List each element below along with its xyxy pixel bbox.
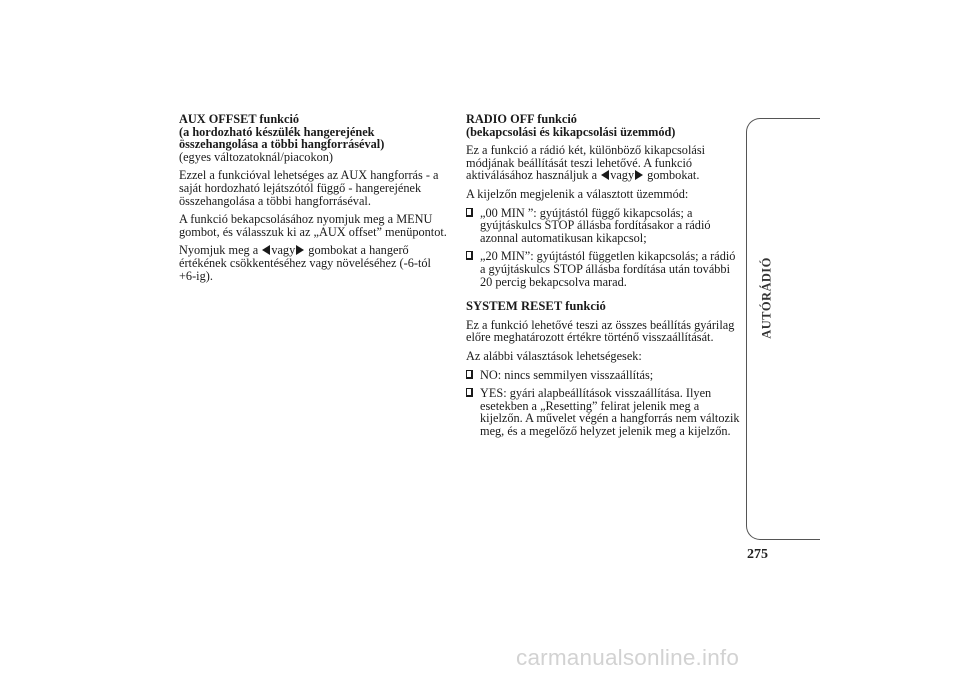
- left-column: [179, 113, 447, 288]
- aux-offset-heading: [179, 113, 447, 163]
- bullet-box-icon: [466, 370, 473, 379]
- radio-off-p1-end: gombokat.: [644, 168, 700, 183]
- list-item-text: „20 MIN”: gyújtástól független kikapcsolás; a rádió a gyújtáskulcs STOP állásba fordítása után további 20 percig bekapcsolva marad.: [480, 249, 736, 289]
- bullet-box-icon: [466, 388, 473, 397]
- bullet-box-icon: [466, 208, 473, 217]
- aux-offset-title: AUX OFFSET funkció: [179, 112, 300, 126]
- right-arrow-icon: [296, 245, 304, 255]
- list-item: [466, 387, 740, 437]
- aux-offset-paragraph-1: Ezzel a funkcióval lehetséges az AUX hangforrás - a saját hordozható lejátszótól függő - hangerejének összehangolása a többi hangforráséval.: [179, 168, 439, 208]
- bullet-box-icon: [466, 251, 473, 260]
- radio-off-p1-or: vagy: [610, 168, 635, 183]
- aux-offset-p3-end: gombokat a hangerő értékének csökkentéséhez vagy növeléséhez (-6-tól +6-ig).: [179, 243, 431, 283]
- radio-off-paragraph-2: A kijelzőn megjelenik a választott üzemmód:: [466, 186, 689, 201]
- aux-offset-paragraph-2: A funkció bekapcsolásához nyomjuk meg a MENU gombot, és válasszuk ki az „AUX offset” menüpontot.: [179, 212, 447, 239]
- aux-offset-p3-start: Nyomjuk meg a: [179, 243, 262, 258]
- aux-offset-note: (egyes változatoknál/piacokon): [179, 149, 333, 164]
- list-item: [466, 250, 740, 288]
- radio-off-heading: [466, 113, 740, 138]
- list-item-text: NO: nincs semmilyen visszaállítás;: [480, 367, 654, 382]
- aux-offset-p3-or: vagy: [271, 243, 296, 258]
- chapter-label: AUTÓRÁDIÓ: [759, 257, 774, 339]
- list-item: [466, 369, 740, 382]
- left-arrow-icon: [262, 245, 270, 255]
- aux-offset-paragraph-3: [179, 244, 447, 282]
- list-item: [466, 207, 740, 245]
- radio-off-subtitle: (bekapcsolási és kikapcsolási üzemmód): [466, 124, 676, 139]
- right-column: [466, 113, 740, 443]
- aux-offset-subtitle-line-1: (a hordozható készülék hangerejének: [179, 124, 375, 139]
- list-item-text: YES: gyári alapbeállítások visszaállítása. Ilyen esetekben a „Resetting” felirat jelenik meg a kijelzőn. A művelet végén a hangforrás nem változik meg, és a megelőző helyzet jelenik meg a kijelzőn.: [480, 386, 740, 438]
- radio-off-paragraph-1: [466, 144, 740, 182]
- list-item-text: „00 MIN ”: gyújtástól függő kikapcsolás; a gyújtáskulcs STOP állásba fordításakor a rádió azonnal automatikusan kikapcsol;: [480, 205, 711, 245]
- right-arrow-icon: [635, 170, 643, 180]
- watermark: carmanualsonline.info: [516, 645, 740, 670]
- aux-offset-subtitle-line-2: összehangolása a többi hangforráséval): [179, 137, 385, 152]
- system-reset-title: SYSTEM RESET funkció: [466, 299, 606, 314]
- left-arrow-icon: [601, 170, 609, 180]
- radio-off-title: RADIO OFF funkció: [466, 112, 577, 126]
- system-reset-paragraph-2: Az alábbi választások lehetségesek:: [466, 348, 642, 363]
- chapter-tab-frame: [746, 118, 820, 540]
- page-number: 275: [747, 547, 768, 562]
- system-reset-paragraph-1: Ez a funkció lehetővé teszi az összes beállítás gyárilag előre meghatározott értékre történő visszaállítását.: [466, 317, 735, 345]
- radio-off-p1-start: Ez a funkció a rádió két, különböző kikapcsolási módjának beállítását teszi lehetővé. A funkció aktiválásához használjuk a: [466, 143, 706, 183]
